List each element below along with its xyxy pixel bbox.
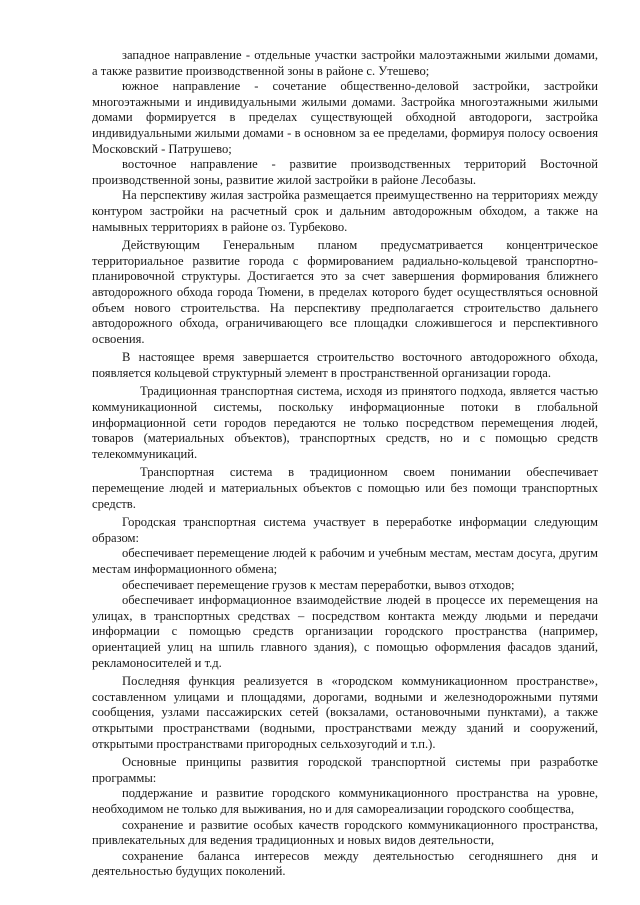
list-item-balance-interests: сохранение баланса интересов между деятельностью сегодняшнего дня и деятельностью будущих поколений. [92,848,598,879]
paragraph-perspective-housing: На перспективу жилая застройка размещается преимущественно на территориях между контуром застройки на расчетный срок и дальним автодорожным обходом, а также на намывных территориях в районе оз. Турбеково. [92,188,598,234]
list-item-people-movement: обеспечивает перемещение людей к рабочим и учебным местам, местам досуга, другим местам информационного обмена; [92,546,598,576]
paragraph-principles: Основные принципы развития городской транспортной системы при разработке программы: [92,755,598,785]
paragraph-general-plan: Действующим Генеральным планом предусматривается концентрическое территориальное развитие города с формированием радиально-кольцевой транспортно-планировочной структуры. Достигается это за счет завершения формирования ближнего автодорожного обхода города Тюмени, в пределах которого будет осуществляться основной объем нового строительства. На перспективу предполагается строительство дальнего автодорожного обхода, ограничивающего все площадки сложившегося и перспективного освоения. [92,238,598,346]
paragraph-eastern-bypass: В настоящее время завершается строительство восточного автодорожного обхода, появляется кольцевой структурный элемент в пространственной организации города. [92,350,598,380]
paragraph-south-direction: южное направление - сочетание общественно-деловой застройки, застройки многоэтажными и индивидуальными жилыми домами. Застройка многоэтажными жилыми домами формируется в пределах существующей обходной автодороги, застройка индивидуальными жилыми домами - в основном за ее пределами, формируя полосу освоения Московский - Патрушево; [92,79,598,156]
paragraph-last-function: Последняя функция реализуется в «городском коммуникационном пространстве», составленном улицами и площадями, дорогами, водными и железнодорожными путями сообщения, узлами пассажирских сетей (вокзалами, остановочными пунктами), а также открытыми пространствами (водными, пространствами между зданий и сооружений, открытыми пространствами пригородных сельхозугодий и т.п.). [92,674,598,751]
paragraph-traditional-system: Традиционная транспортная система, исходя из принятого подхода, является частью коммуникационной системы, поскольку информационные потоки в глобальной информационной сети городов передаются не только посредством перемещения людей, товаров (материальных объектов), транспортных средств, но и с помощью средств телекоммуникаций. [92,384,598,461]
paragraph-transport-system: Транспортная система в традиционном своем понимании обеспечивает перемещение людей и материальных объектов с помощью или без помощи транспортных средств. [92,465,598,511]
paragraph-east-direction: восточное направление - развитие производственных территорий Восточной производственной зоны, развитие жилой застройки в районе Лесобазы. [92,157,598,187]
document-page [92,48,598,880]
list-item-support-development: поддержание и развитие городского коммуникационного пространства на уровне, необходимом не только для выживания, но и для самореализации городского сообщества, [92,786,598,816]
paragraph-city-system: Городская транспортная система участвует в переработке информации следующим образом: [92,515,598,545]
paragraph-west-direction: западное направление - отдельные участки застройки малоэтажными жилыми домами, а также развитие производственной зоны в районе с. Утешево; [92,48,598,78]
list-item-preserve-qualities: сохранение и развитие особых качеств городского коммуникационного пространства, привлекательных для ведения традиционных и новых видов деятельности, [92,817,598,848]
list-item-cargo-movement: обеспечивает перемещение грузов к местам переработки, вывоз отходов; [122,577,515,592]
list-item-information-interaction: обеспечивает информационное взаимодействие людей в процессе их перемещения на улицах, в транспортных средствах – посредством контакта между людьми и передачи информации с помощью средств организации городского пространства (например, ориентацией улиц на шпиль главного здания), с помощью оформления фасадов зданий, рекламоносителей и т.д. [92,593,598,670]
